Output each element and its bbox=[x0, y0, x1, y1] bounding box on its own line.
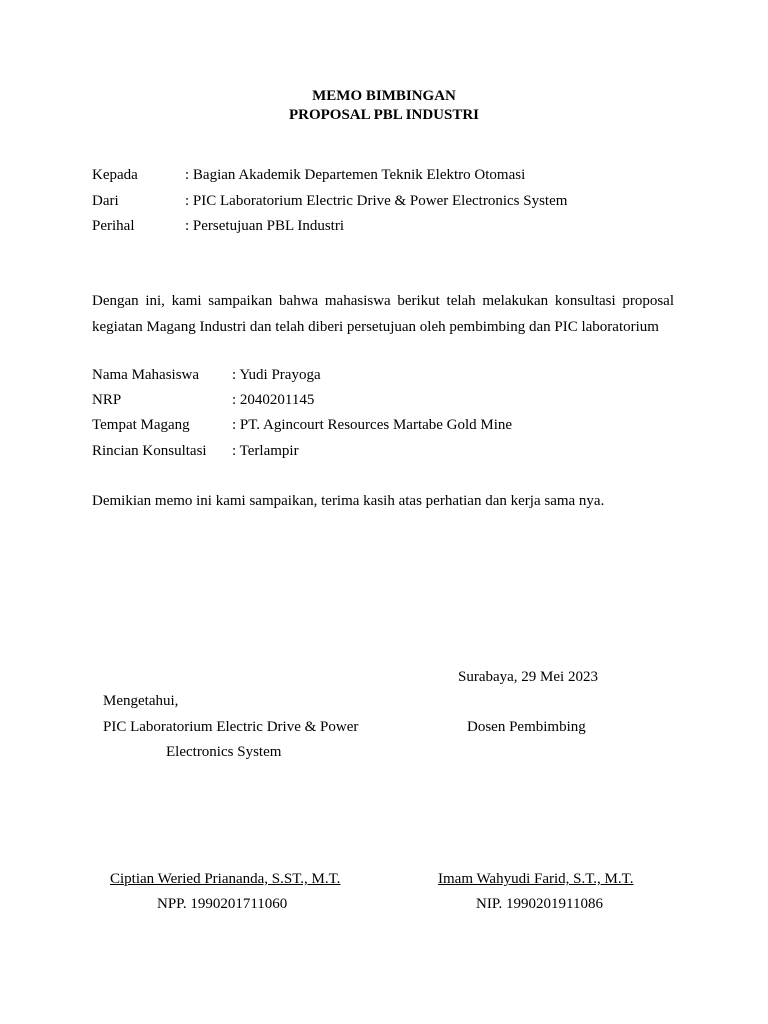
left-signatory-name: Ciptian Weried Priananda, S.ST., M.T. bbox=[110, 871, 341, 887]
perihal-label: Perihal bbox=[92, 218, 135, 234]
left-role-line2: Electronics System bbox=[166, 744, 282, 760]
kepada-label: Kepada bbox=[92, 167, 138, 183]
kepada-value: : Bagian Akademik Departemen Teknik Elektro Otomasi bbox=[185, 167, 526, 183]
right-signatory-id: NIP. 1990201911086 bbox=[476, 896, 603, 912]
rincian-value: : Terlampir bbox=[232, 443, 299, 459]
tempat-label: Tempat Magang bbox=[92, 417, 190, 433]
memo-title: MEMO BIMBINGAN bbox=[312, 88, 456, 104]
nrp-label: NRP bbox=[92, 392, 122, 408]
perihal-value: : Persetujuan PBL Industri bbox=[185, 218, 345, 234]
left-role-line1: PIC Laboratorium Electric Drive & Power bbox=[103, 719, 359, 735]
dari-label: Dari bbox=[92, 193, 119, 209]
right-role: Dosen Pembimbing bbox=[467, 719, 586, 735]
nrp-value: : 2040201145 bbox=[232, 392, 315, 408]
closing-paragraph: Demikian memo ini kami sampaikan, terima kasih atas perhatian dan kerja sama nya. bbox=[92, 493, 605, 509]
nama-value: : Yudi Prayoga bbox=[232, 367, 321, 383]
tempat-value: : PT. Agincourt Resources Martabe Gold Mine bbox=[232, 417, 513, 433]
intro-paragraph: Dengan ini, kami sampaikan bahwa mahasiswa berikut telah melakukan konsultasi proposal kegiatan Magang Industri dan telah diberi persetujuan oleh pembimbing dan PIC laboratorium bbox=[92, 293, 674, 335]
right-signatory-name: Imam Wahyudi Farid, S.T., M.T. bbox=[438, 871, 634, 887]
dari-value: : PIC Laboratorium Electric Drive & Power Electronics System bbox=[185, 193, 568, 209]
left-signatory-id: NPP. 1990201711060 bbox=[157, 896, 288, 912]
rincian-label: Rincian Konsultasi bbox=[92, 443, 207, 459]
memo-subtitle: PROPOSAL PBL INDUSTRI bbox=[288, 107, 480, 123]
nama-label: Nama Mahasiswa bbox=[92, 367, 200, 383]
place-date: Surabaya, 29 Mei 2023 bbox=[458, 669, 598, 685]
mengetahui-label: Mengetahui, bbox=[103, 693, 179, 709]
